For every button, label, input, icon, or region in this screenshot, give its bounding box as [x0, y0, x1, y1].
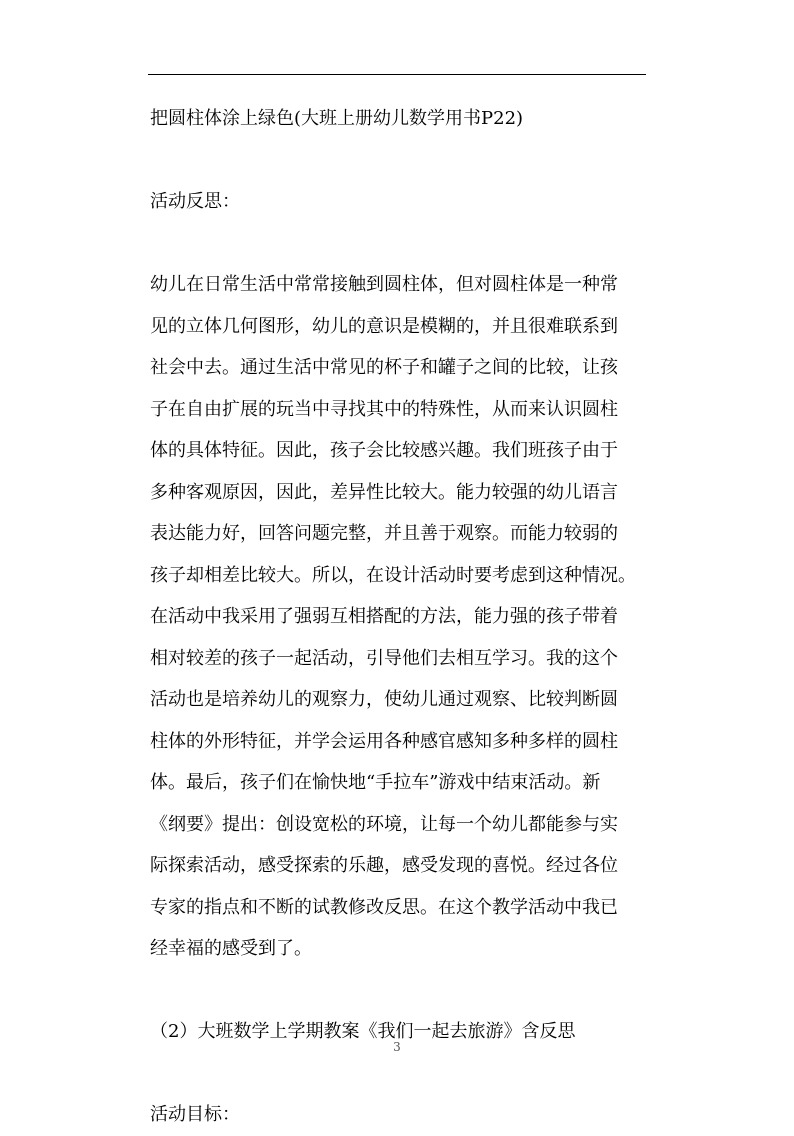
reflection-heading: 活动反思： — [150, 191, 240, 212]
paragraph-line: 幼儿在日常生活中常常接触到圆柱体，但对圆柱体是一种常 — [150, 274, 618, 295]
document-body — [150, 98, 650, 1136]
paragraph-line: 子在自由扩展的玩当中寻找其中的特殊性，从而来认识圆柱 — [150, 398, 618, 420]
paragraph-line: 社会中去。通过生活中常见的杯子和罐子之间的比较，让孩 — [150, 357, 618, 378]
paragraph-line: 柱体的外形特征，并学会运用各种感官感知多种多样的圆柱 — [150, 730, 618, 752]
paragraph-line: 活动也是培养幼儿的观察力，使幼儿通过观察、比较判断圆 — [150, 689, 618, 710]
header-rule — [148, 74, 646, 75]
paragraph-line: 体的具体特征。因此，孩子会比较感兴趣。我们班孩子由于 — [150, 440, 618, 461]
paragraph-line: 见的立体几何图形，幼儿的意识是模糊的，并且很难联系到 — [150, 315, 618, 337]
paragraph-line: 专家的指点和不断的试教修改反思。在这个教学活动中我已 — [150, 896, 618, 918]
section-title: （2）大班数学上学期教案《我们一起去旅游》含反思 — [150, 1021, 576, 1042]
note-line: 把圆柱体涂上绿色(大班上册幼儿数学用书P22) — [150, 108, 524, 129]
paragraph-line: 相对较差的孩子一起活动，引导他们去相互学习。我的这个 — [150, 647, 618, 669]
paragraph-line: 表达能力好，回答问题完整，并且善于观察。而能力较弱的 — [150, 523, 618, 544]
paragraph-line: 孩子却相差比较大。所以，在设计活动时要考虑到这种情况。 — [150, 564, 636, 586]
paragraph-line: 多种客观原因，因此，差异性比较大。能力较强的幼儿语言 — [150, 481, 618, 503]
paragraph-line: 体。最后，孩子们在愉快地“手拉车”游戏中结束活动。新 — [150, 772, 601, 793]
paragraph-line: 《纲要》提出：创设宽松的环境，让每一个幼儿都能参与实 — [150, 813, 618, 835]
goals-heading: 活动目标： — [150, 1104, 240, 1125]
paragraph-line: 经幸福的感受到了。 — [150, 938, 312, 959]
paragraph-line: 在活动中我采用了强弱互相搭配的方法，能力强的孩子带着 — [150, 606, 618, 627]
paragraph-line: 际探索活动，感受探索的乐趣，感受发现的喜悦。经过各位 — [150, 855, 618, 876]
page-number: 3 — [393, 1040, 401, 1054]
reflection-paragraph — [150, 264, 650, 970]
